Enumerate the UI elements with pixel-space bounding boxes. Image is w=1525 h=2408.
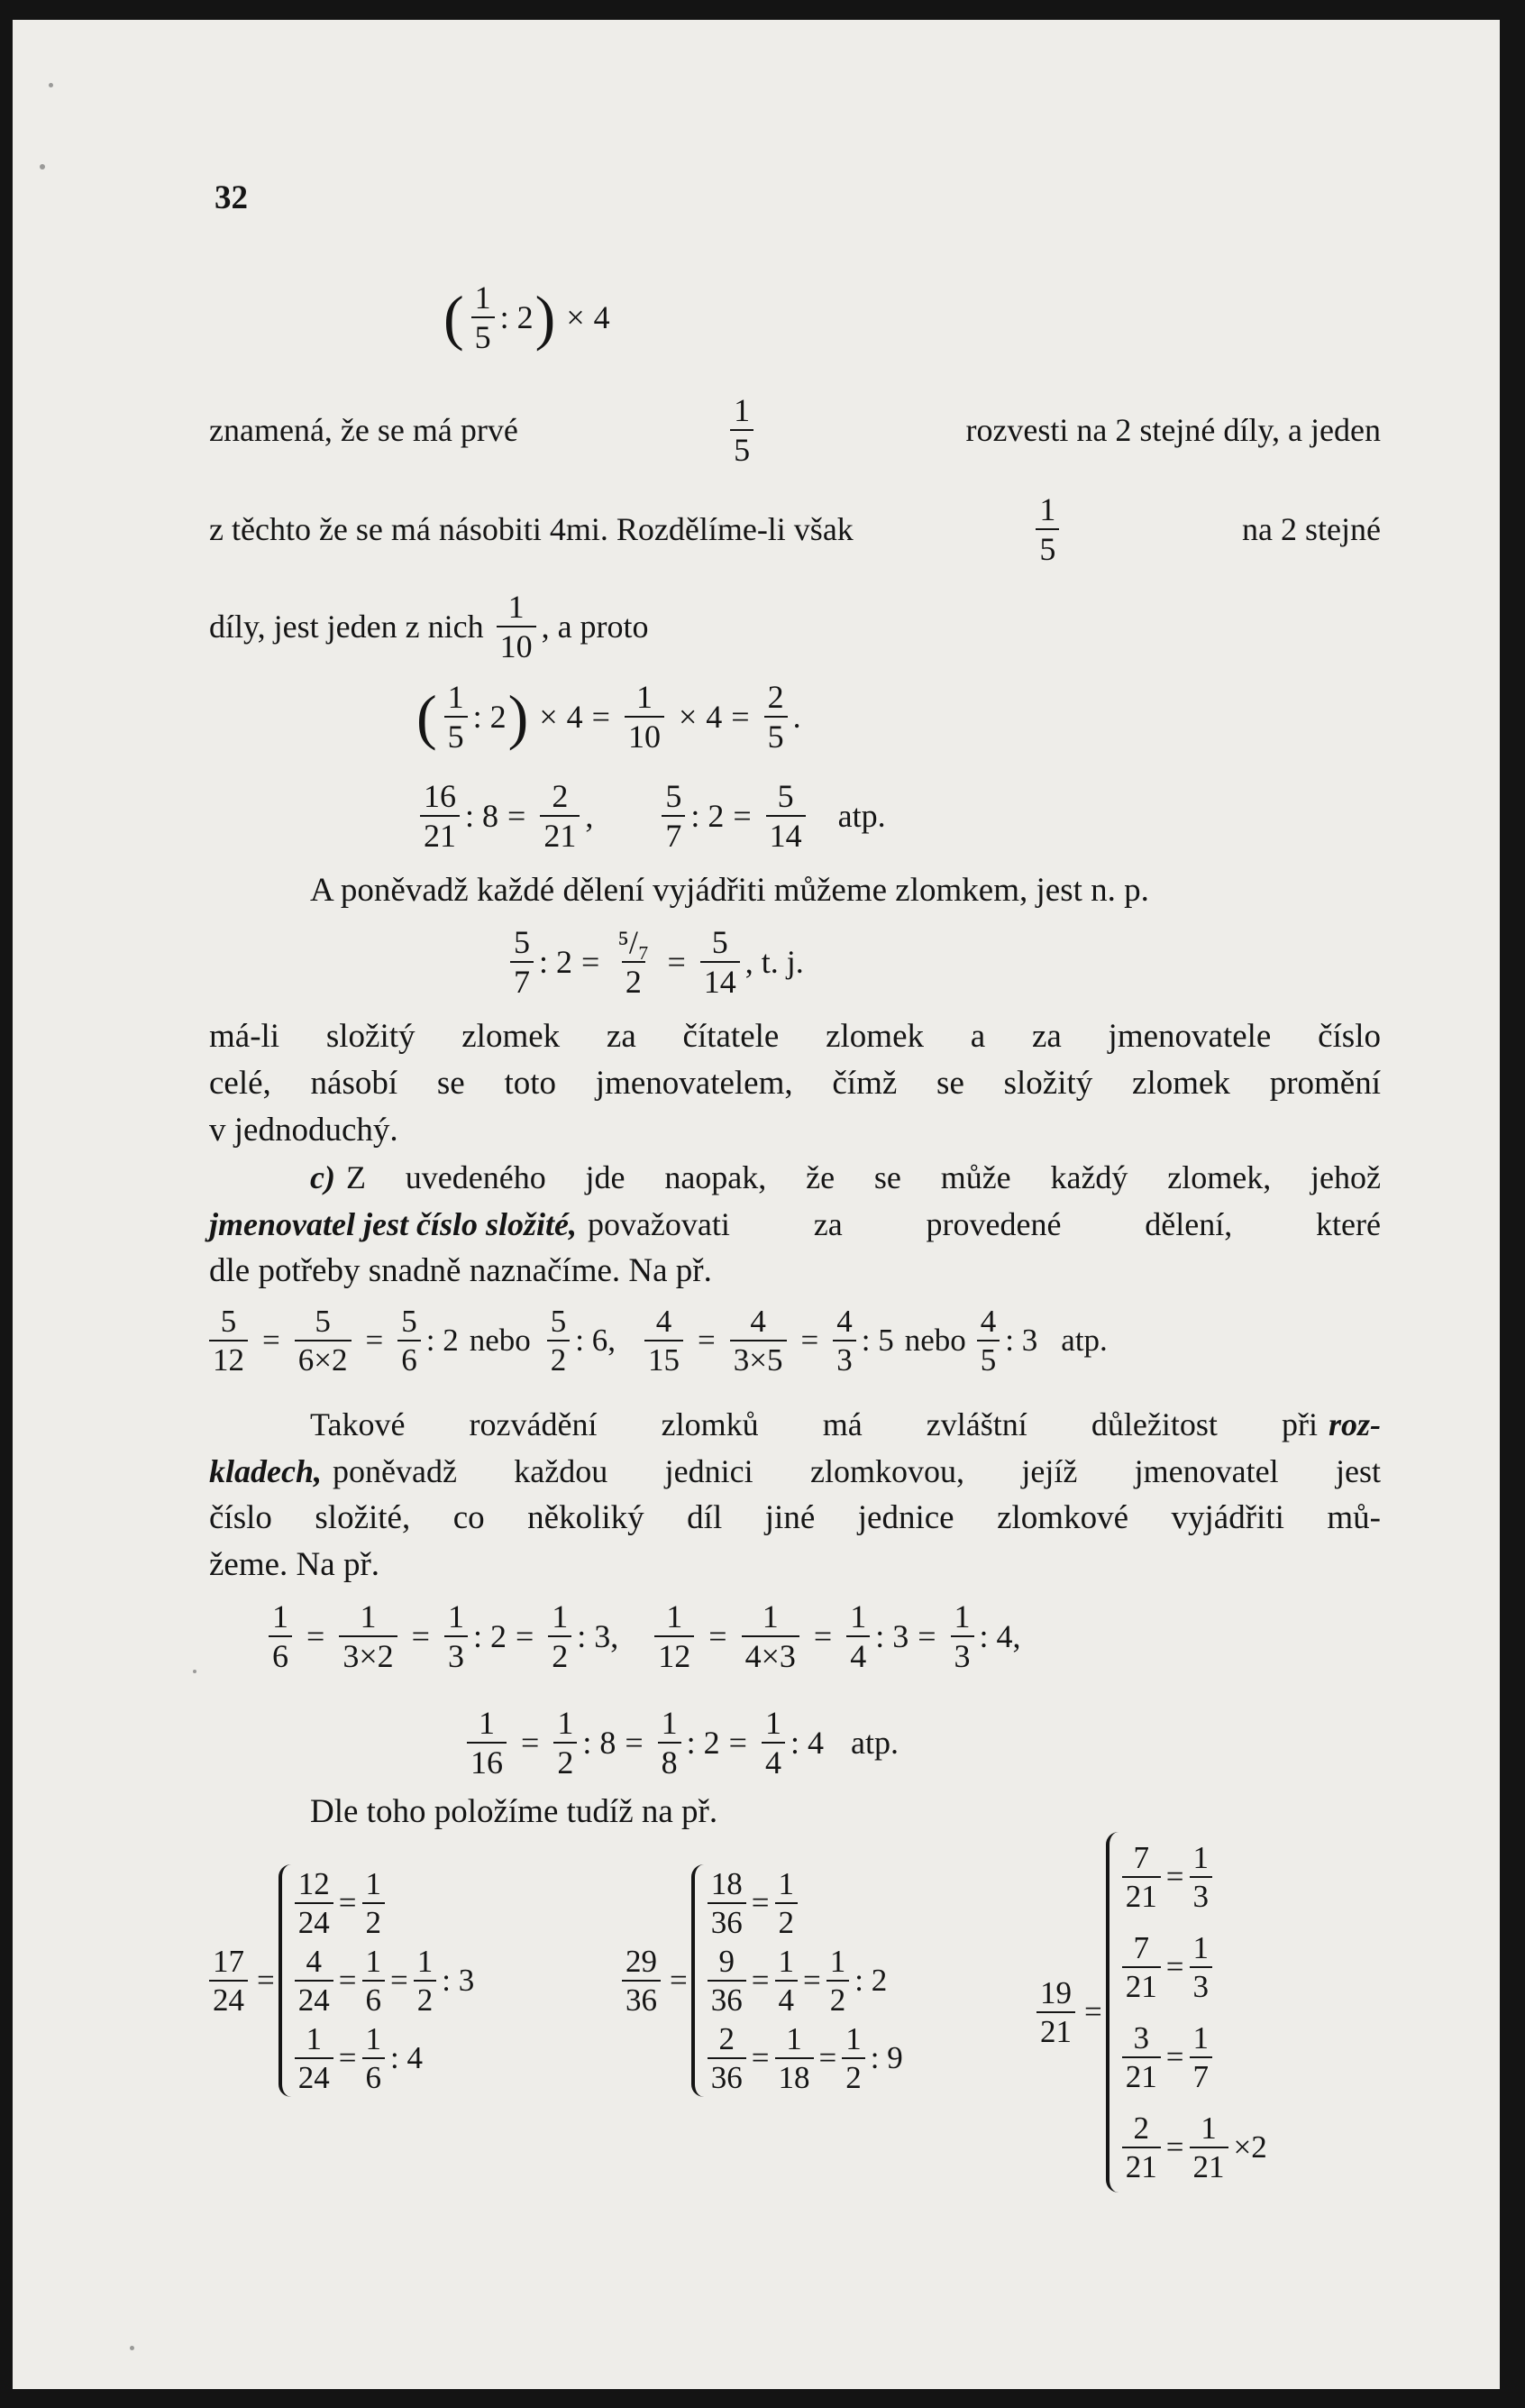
system-19-21: $\frac{19}{21}$ = $\frac{7}{21}$ = $\frac{1}{3}$ $\frac{7}{21}$ = $\frac{1}{3}$ $\frac{3}{21}$ = $\frac{1}{7}$ $\frac{2}{21}$ = $\frac{1}{21}$ × 2	[1036, 1823, 1267, 2202]
para1-line3: díly, jest jeden z nich $\frac{1}{10}$ , a proto	[209, 589, 649, 664]
para4-line2: kladech, poněvadž každou jednici zlomkovou, jejíž jmenovatel jest	[209, 1453, 1381, 1489]
equation-2: $\frac{16}{21}$ : 8 = $\frac{2}{21}$ , $\frac{5}{7}$ : 2 = $\frac{5}{14}$ atp.	[415, 775, 886, 856]
speck	[193, 1670, 196, 1673]
para2-line3: v jednoduchý.	[209, 1112, 398, 1149]
para3-line1: c) Z uvedeného jde naopak, že se může každý zlomek, jehož	[310, 1159, 1381, 1195]
para2-line2: celé, násobí se toto jmenovatelem, čímž se složitý zlomek promění	[209, 1065, 1381, 1102]
equation-4: $\frac{5}{12}$ = $\frac{5}{6\times 2}$ = $\frac{5}{6}$ : 2 nebo $\frac{5}{2}$ : 6, $\frac{4}{15}$ = $\frac{4}{3\times 5}$ = $\frac{4}{3}$ : 5 nebo $\frac{4}{5}$ : 3 atp.	[209, 1300, 1108, 1381]
system-17-24: $\frac{17}{24}$ = $\frac{12}{24}$ = $\frac{1}{2}$ $\frac{4}{24}$ = $\frac{1}{6}$ = $\frac{1}{2}$ : 3 $\frac{1}{24}$ = $\frac{1}{6}$ : 4	[209, 1832, 474, 2129]
speck	[40, 164, 45, 169]
para4-line3: číslo složité, co několiký díl jiné jednice zlomkové vyjádřiti mů-	[209, 1499, 1381, 1536]
text-line-b: Dle toho položíme tudíž na př.	[310, 1793, 718, 1830]
para2-line1: má-li složitý zlomek za čítatele zlomek a za jmenovatele číslo	[209, 1018, 1381, 1055]
speck	[49, 83, 53, 87]
page-number: 32	[215, 179, 248, 216]
para4-line1: Takové rozvádění zlomků má zvláštní důležitost při roz-	[310, 1406, 1381, 1442]
book-page	[13, 20, 1500, 2389]
header-expression: ( $\frac{1}{5}$ : 2 ) × 4	[443, 279, 610, 355]
para3-line2: jmenovatel jest číslo složité, považovati za provedené dělení, které	[209, 1206, 1381, 1242]
equation-3: $\frac{5}{7}$ : 2 = $\frac{\text{⁵/₇}}{2}$ = $\frac{5}{14}$ , t. j.	[505, 921, 804, 1003]
equation-1: ( $\frac{1}{5}$ : 2 ) × 4 = $\frac{1}{10}$ × 4 = $\frac{2}{5}$ .	[416, 679, 801, 755]
para3-line3: dle potřeby snadně naznačíme. Na př.	[209, 1252, 712, 1289]
text-line-a: A poněvadž každé dělení vyjádřiti můžeme zlomkem, jest n. p.	[310, 872, 1149, 909]
para1-line1: znamená, že se má prvé $\frac{1}{5}$ rozvesti na 2 stejné díly, a jeden	[209, 392, 1381, 468]
equation-5: $\frac{1}{6}$ = $\frac{1}{3\times 2}$ = $\frac{1}{3}$ : 2 = $\frac{1}{2}$ : 3, $\frac{1}{12}$ = $\frac{1}{4\times 3}$ = $\frac{1}{4}$ : 3 = $\frac{1}{3}$ : 4,	[263, 1596, 1021, 1677]
para4-line4: žeme. Na př.	[209, 1546, 380, 1583]
speck	[130, 2346, 134, 2350]
para1-line2: z těchto že se má násobiti 4mi. Rozdělíme-li však $\frac{1}{5}$ na 2 stejné	[209, 491, 1381, 567]
system-29-36: $\frac{29}{36}$ = $\frac{18}{36}$ = $\frac{1}{2}$ $\frac{9}{36}$ = $\frac{1}{4}$ = $\frac{1}{2}$ : 2 $\frac{2}{36}$ = $\frac{1}{18}$ = $\frac{1}{2}$ : 9	[622, 1832, 903, 2129]
equation-6: $\frac{1}{16}$ = $\frac{1}{2}$ : 8 = $\frac{1}{8}$ : 2 = $\frac{1}{4}$ : 4 atp.	[461, 1702, 899, 1783]
